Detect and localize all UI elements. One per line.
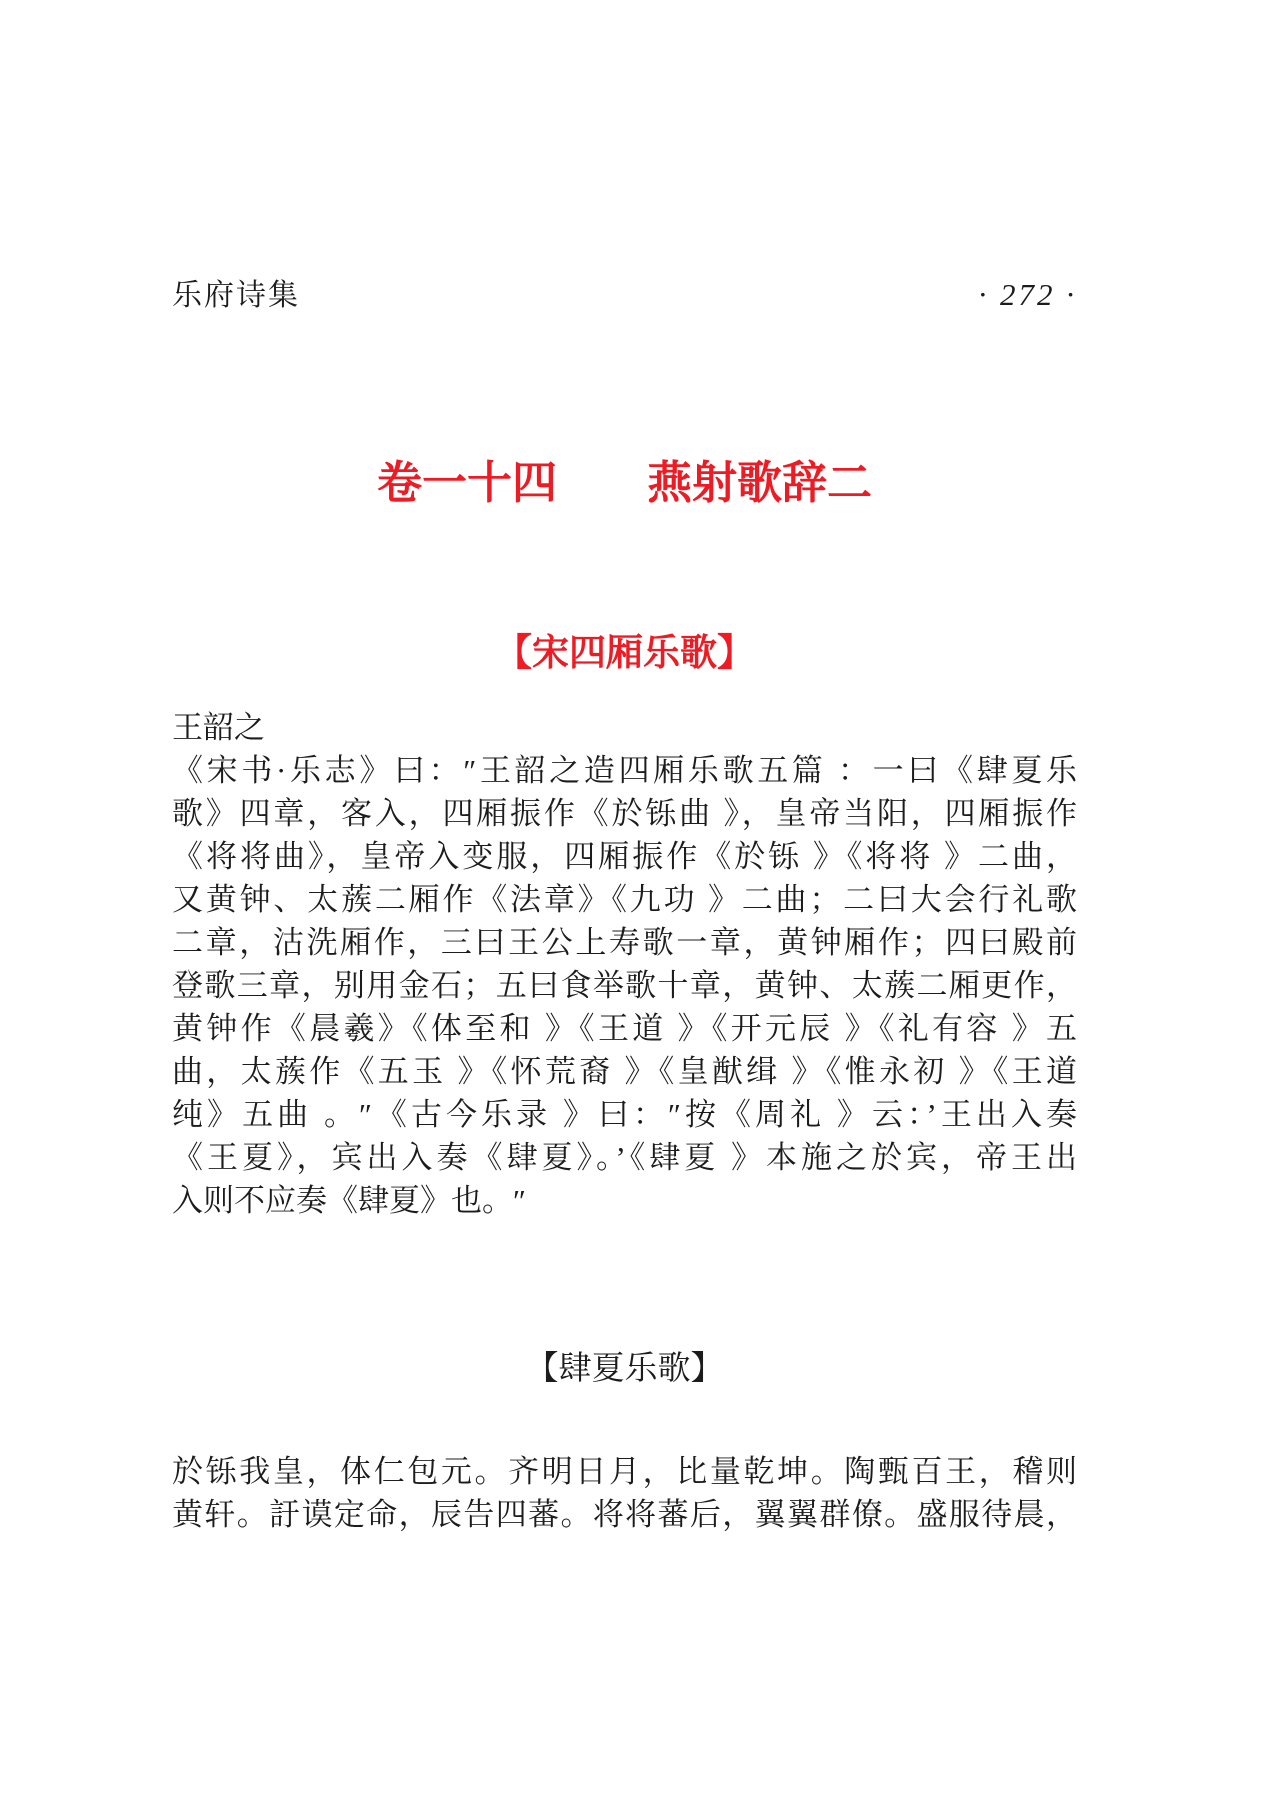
page-header [172, 270, 1077, 314]
prose-line: 《王夏》，宾出入奏《肆夏》。’《肆夏 》本施之於宾，帝王出 [172, 1140, 1077, 1175]
prose-line: 歌》四章，客入，四厢振作《於铄曲 》，皇帝当阳，四厢振作 [172, 796, 1077, 831]
prose-line: 纯》五曲 。″《古今乐录 》曰：″按《周礼 》云：’王出入奏 [172, 1097, 1077, 1132]
prose-block [172, 706, 1077, 1222]
prose-line: 《宋书·乐志》曰：″王韶之造四厢乐歌五篇 ：一曰《肆夏乐 [172, 753, 1077, 788]
poem-line: 黄轩。訏谟定命，辰告四蕃。将将蕃后，翼翼群僚。盛服待晨， [172, 1497, 1077, 1532]
prose-line: 曲，太蔟作《五玉 》《怀荒裔 》《皇猷缉 》《惟永初 》《王道 [172, 1054, 1077, 1089]
poem-block [172, 1450, 1077, 1536]
prose-line: 二章，沽洗厢作，三曰王公上寿歌一章，黄钟厢作；四曰殿前 [172, 925, 1077, 960]
poem-line: 於铄我皇，体仁包元。齐明日月，比量乾坤。陶甄百王，稽则 [172, 1454, 1077, 1489]
page-number: · 272 · [978, 277, 1077, 312]
section-title-song-sixiang: 【宋四厢乐歌】 [495, 632, 754, 673]
chapter-title: 卷一十四 燕射歌辞二 [376, 457, 872, 508]
prose-line: 又黄钟、太蔟二厢作《法章》《九功 》二曲；二曰大会行礼歌 [172, 882, 1077, 917]
book-title: 乐府诗集 [172, 279, 300, 312]
author-name: 王韶之 [172, 710, 265, 745]
prose-line: 《将将曲》，皇帝入变服，四厢振作《於铄 》《将将 》二曲， [172, 839, 1077, 874]
prose-line: 登歌三章，别用金石；五曰食举歌十章，黄钟、太蔟二厢更作， [172, 968, 1077, 1003]
section-title-sixia: 【肆夏乐歌】 [525, 1351, 724, 1387]
prose-line: 入则不应奏《肆夏》也。″ [172, 1183, 526, 1218]
prose-line: 黄钟作《晨羲》《体至和 》《王道 》《开元辰 》《礼有容 》五 [172, 1011, 1077, 1046]
